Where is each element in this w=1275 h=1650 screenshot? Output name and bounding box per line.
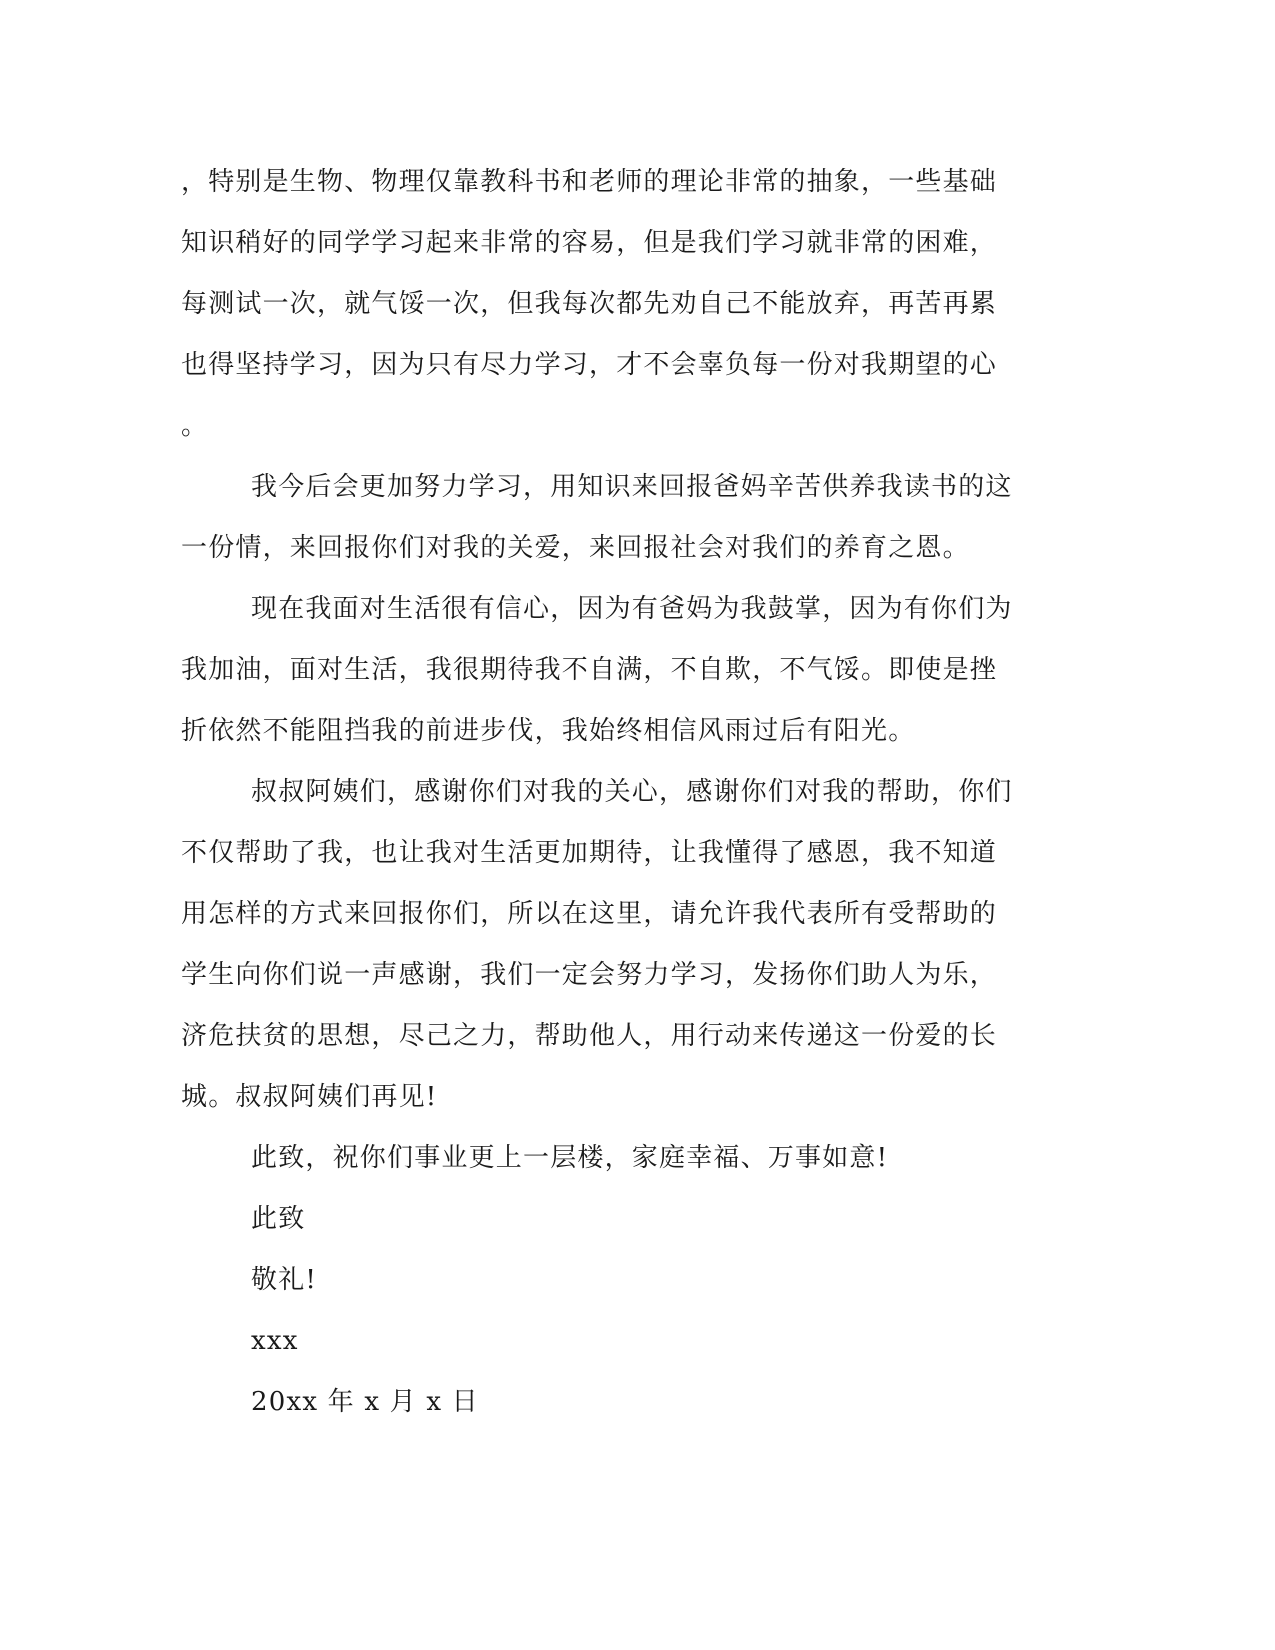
- closing-wish-line: 此致，祝你们事业更上一层楼，家庭幸福、万事如意!: [251, 1143, 889, 1173]
- salutation-line: 敬礼!: [251, 1265, 318, 1295]
- paragraph-start-line: 我今后会更加努力学习，用知识来回报爸妈辛苦供养我读书的这: [251, 472, 1013, 502]
- text-line: 济危扶贫的思想，尽己之力，帮助他人，用行动来传递这一份爱的长: [181, 1021, 998, 1051]
- signature-line: xxx: [251, 1326, 299, 1356]
- date-line: 20xx 年 x 月 x 日: [251, 1387, 479, 1417]
- text-line: 我加油，面对生活，我很期待我不自满，不自欺，不气馁。即使是挫: [181, 655, 998, 685]
- text-line: 也得坚持学习，因为只有尽力学习，才不会辜负每一份对我期望的心: [181, 350, 998, 380]
- text-line: 学生向你们说一声感谢，我们一定会努力学习，发扬你们助人为乐，: [181, 960, 998, 990]
- text-line: 。: [181, 411, 209, 441]
- salutation-line: 此致: [251, 1204, 306, 1234]
- text-line: 折依然不能阻挡我的前进步伐，我始终相信风雨过后有阳光。: [181, 716, 916, 746]
- paragraph-start-line: 现在我面对生活很有信心，因为有爸妈为我鼓掌，因为有你们为: [251, 594, 1013, 624]
- text-line: ，特别是生物、物理仅靠教科书和老师的理论非常的抽象，一些基础: [181, 167, 998, 197]
- text-line: 不仅帮助了我，也让我对生活更加期待，让我懂得了感恩，我不知道: [181, 838, 998, 868]
- text-line: 城。叔叔阿姨们再见!: [181, 1082, 438, 1112]
- text-line: 一份情，来回报你们对我的关爱，来回报社会对我们的养育之恩。: [181, 533, 970, 563]
- letter-body: [181, 152, 1031, 1433]
- paragraph-start-line: 叔叔阿姨们，感谢你们对我的关心，感谢你们对我的帮助，你们: [251, 777, 1013, 807]
- text-line: 每测试一次，就气馁一次，但我每次都先劝自己不能放弃，再苦再累: [181, 289, 998, 319]
- text-line: 知识稍好的同学学习起来非常的容易，但是我们学习就非常的困难，: [181, 228, 998, 258]
- text-line: 用怎样的方式来回报你们，所以在这里，请允许我代表所有受帮助的: [181, 899, 998, 929]
